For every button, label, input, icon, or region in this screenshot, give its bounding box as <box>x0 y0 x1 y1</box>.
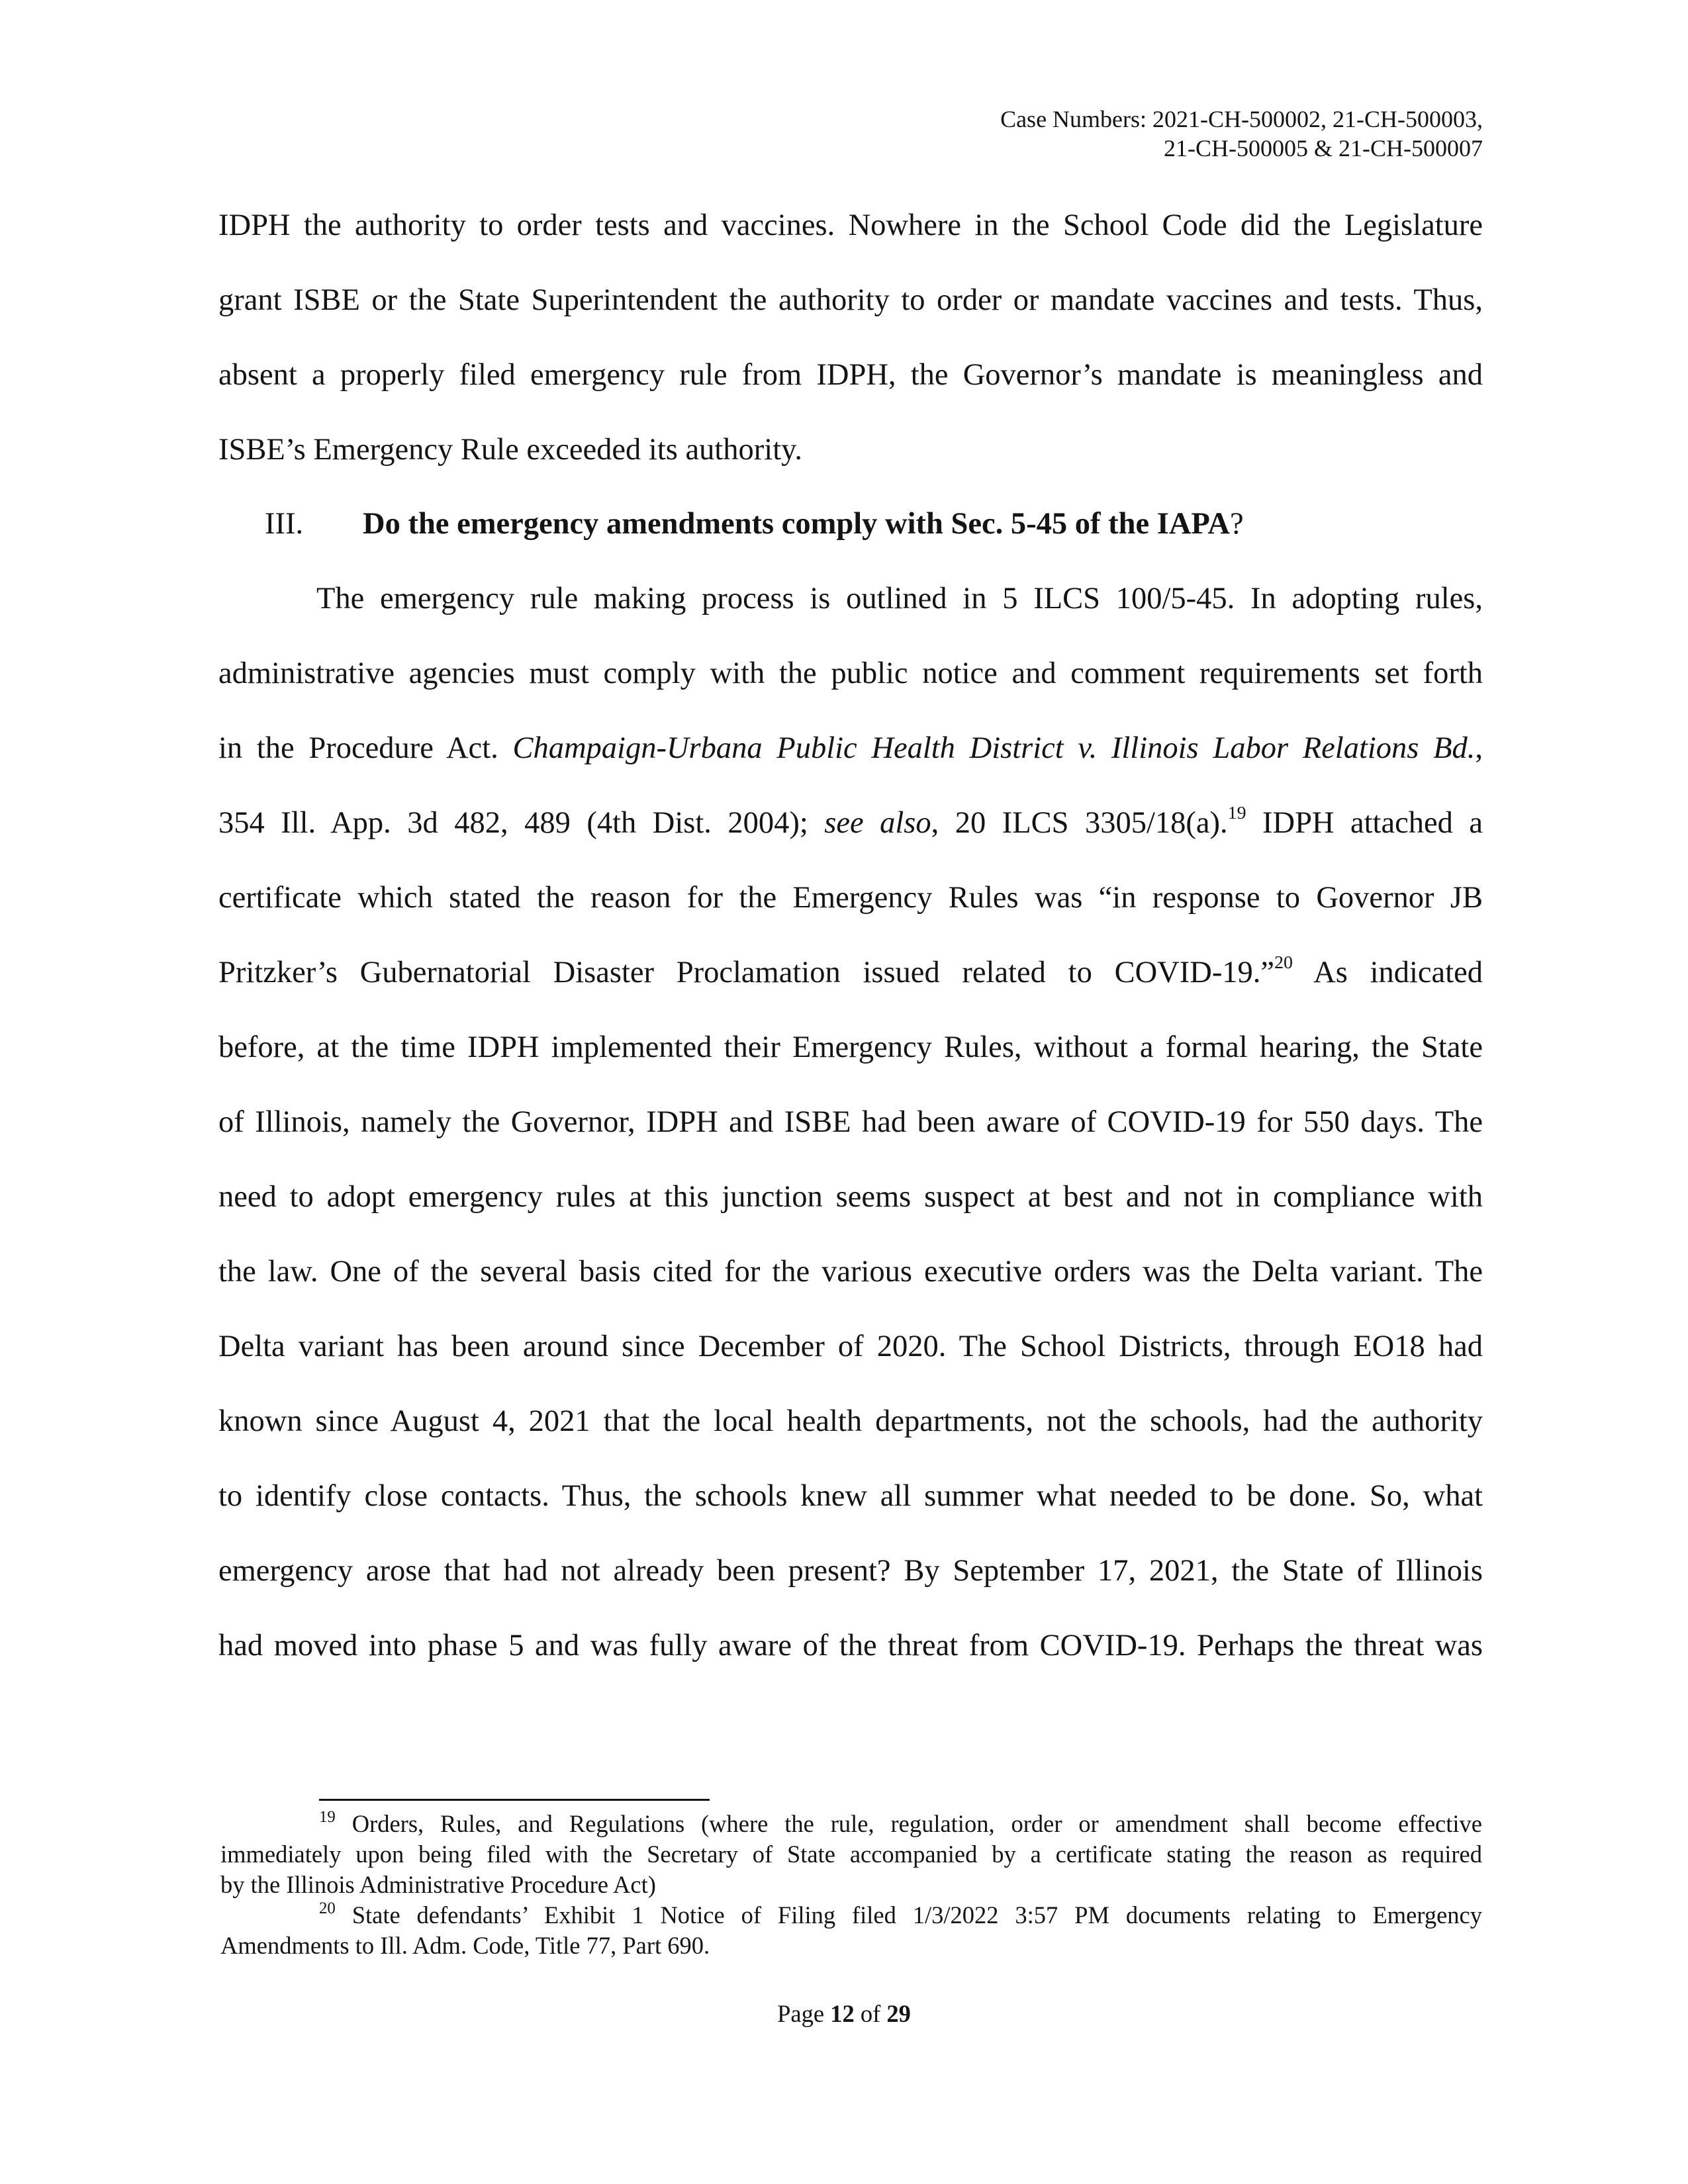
body-line: before, at the time IDPH implemented their Emergency Rules, without a formal hearing, the State <box>218 1030 1483 1064</box>
body-line: had moved into phase 5 and was fully aware of the threat from COVID-19. Perhaps the threat was <box>218 1629 1483 1662</box>
footnote-20-line: Amendments to Ill. Adm. Code, Title 77, Part 690. <box>220 1932 710 1959</box>
of-label: of <box>854 2000 887 2027</box>
case-number-header <box>1000 105 1483 163</box>
body-line <box>218 729 1483 768</box>
body-line: the law. One of the several basis cited for the various executive orders was the Delta variant. The <box>218 1255 1483 1289</box>
signal-see-also: see also <box>824 806 931 840</box>
text-run: As indicated <box>1313 956 1483 989</box>
section-heading <box>363 505 1244 543</box>
body-line: grant ISBE or the State Superintendent the authority to order or mandate vaccines and tests. Thus, <box>218 283 1483 317</box>
text-run: IDPH attached a <box>1262 806 1483 840</box>
body-line: absent a properly filed emergency rule from IDPH, the Governor’s mandate is meaningless and <box>218 358 1483 392</box>
body-line: The emergency rule making process is outlined in 5 ILCS 100/5-45. In adopting rules, <box>316 582 1483 615</box>
total-pages: 29 <box>886 2000 911 2027</box>
body-line: ISBE’s Emergency Rule exceeded its authority. <box>218 433 802 467</box>
text-run: Pritzker’s Gubernatorial Disaster Proclamation issued related to COVID-19.” <box>218 956 1275 989</box>
text-run: in the Procedure Act. <box>218 731 513 765</box>
footnote-20-line <box>319 1900 1482 1931</box>
body-line: to identify close contacts. Thus, the schools knew all summer what needed to be done. So, what <box>218 1479 1483 1513</box>
text-run: , 20 ILCS 3305/18(a). <box>931 806 1228 840</box>
body-line: administrative agencies must comply with the public notice and comment requirements set forth <box>218 657 1483 690</box>
section-heading-question-mark: ? <box>1229 507 1244 541</box>
footnote-number-19: 19 <box>319 1808 336 1827</box>
text-run: , <box>1475 731 1483 765</box>
body-line: need to adopt emergency rules at this junction seems suspect at best and not in compliance with <box>218 1180 1483 1214</box>
footnote-19-line: immediately upon being filed with the Secretary of State accompanied by a certificate stating the reason as required <box>220 1841 1482 1868</box>
body-line <box>218 954 1483 992</box>
footnote-ref-20: 20 <box>1274 952 1293 974</box>
body-line: certificate which stated the reason for the Emergency Rules was “in response to Governor JB <box>218 881 1483 915</box>
body-line: IDPH the authority to order tests and vaccines. Nowhere in the School Code did the Legislature <box>218 208 1483 242</box>
footnote-19-line <box>319 1809 1482 1839</box>
footnote-19-line: by the Illinois Administrative Procedure Act) <box>220 1871 656 1898</box>
section-number: III. <box>265 507 304 541</box>
case-citation: Champaign-Urbana Public Health District v. Illinois Labor Relations Bd. <box>512 731 1476 765</box>
section-heading-text: Do the emergency amendments comply with Sec. 5-45 of the IAPA <box>363 507 1230 541</box>
body-line <box>218 804 1483 842</box>
body-line: Delta variant has been around since December of 2020. The School Districts, through EO18 had <box>218 1330 1483 1363</box>
body-line: known since August 4, 2021 that the local health departments, not the schools, had the authority <box>218 1404 1483 1438</box>
footnote-text: State defendants’ Exhibit 1 Notice of Filing filed 1/3/2022 3:57 PM documents relating to Emergency <box>335 1901 1482 1929</box>
body-line: emergency arose that had not already been present? By September 17, 2021, the State of Illinois <box>218 1554 1483 1588</box>
text-run: 354 Ill. App. 3d 482, 489 (4th Dist. 2004); <box>218 806 825 840</box>
body-line: of Illinois, namely the Governor, IDPH and ISBE had been aware of COVID-19 for 550 days. The <box>218 1105 1483 1139</box>
case-number-line-2: 21-CH-500005 & 21-CH-500007 <box>1164 135 1483 161</box>
current-page: 12 <box>830 2000 855 2027</box>
page-number-footer <box>0 1999 1688 2029</box>
page-label: Page <box>777 2000 831 2027</box>
footnote-ref-19: 19 <box>1227 803 1246 824</box>
footnote-separator <box>319 1799 710 1801</box>
footnote-number-20: 20 <box>319 1899 336 1918</box>
case-number-line-1: Case Numbers: 2021-CH-500002, 21-CH-500003, <box>1000 106 1483 132</box>
footnote-text: Orders, Rules, and Regulations (where the rule, regulation, order or amendment shall become effective <box>335 1810 1482 1837</box>
